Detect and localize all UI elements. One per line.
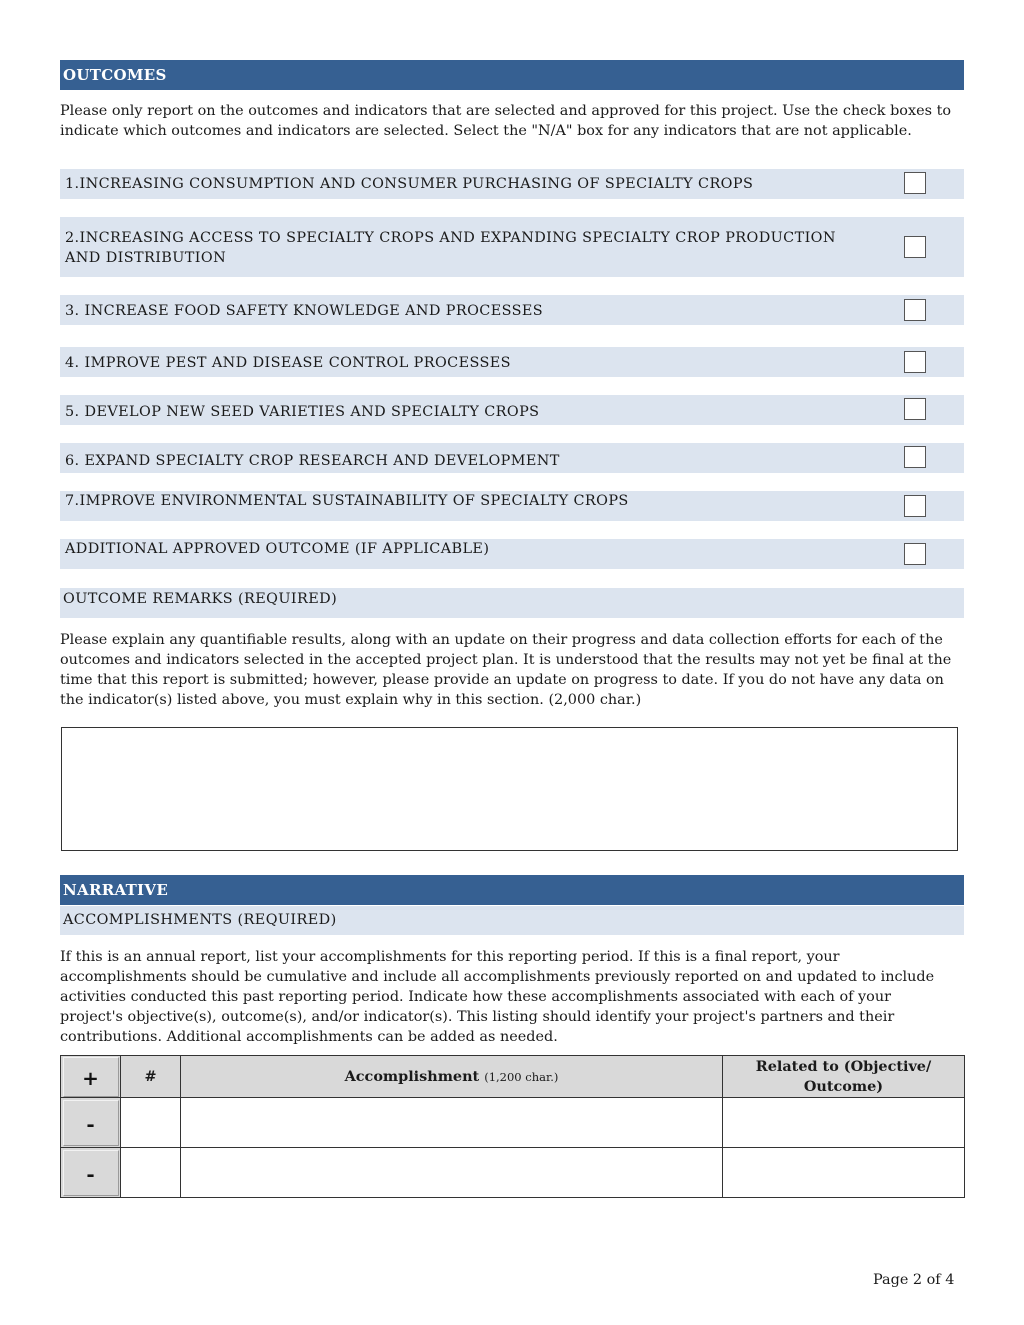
table-header-row [61,1056,965,1098]
row-number-cell[interactable] [121,1098,181,1148]
outcome-row-7 [60,491,964,521]
outcome-5-checkbox[interactable] [904,398,926,420]
accomplishment-column-title: Accomplishment [344,1068,480,1085]
remove-row-button[interactable]: - [63,1100,119,1146]
related-column-header: Related to (Objective/ Outcome) [723,1056,965,1098]
add-row-button[interactable]: + [63,1057,119,1097]
outcome-label: ADDITIONAL APPROVED OUTCOME (IF APPLICABLE) [65,541,490,557]
accomplishments-label: ACCOMPLISHMENTS (REQUIRED) [63,912,337,928]
outcome-row-2 [60,217,964,277]
outcome-row-5 [60,395,964,425]
add-row-cell [61,1056,121,1098]
outcome-label: 4. IMPROVE PEST AND DISEASE CONTROL PROCESSES [65,355,511,371]
accomplishments-instructions: If this is an annual report, list your accomplishments for this reporting period. If this is a final report, your accomplishments should be cumulative and include all accomplishments previously reported on and updated to include activities conducted this past reporting period. Indicate how these accomplishments associated with each of your project's objective(s), outcome(s), and/or indicator(s). This listing should identify your project's partners and their contributions. Additional accomplishments can be added as needed. [60,949,935,1045]
outcome-remarks-textarea[interactable] [61,727,958,851]
outcome-remarks-subheader [60,588,964,618]
outcome-additional-checkbox[interactable] [904,543,926,565]
outcome-label: 3. INCREASE FOOD SAFETY KNOWLEDGE AND PROCESSES [65,303,544,319]
outcome-4-checkbox[interactable] [904,351,926,373]
outcome-7-checkbox[interactable] [904,495,926,517]
row-accomplishment-cell[interactable] [181,1098,723,1148]
outcomes-intro-text: Please only report on the outcomes and indicators that are selected and approved for this project. Use the check boxes to indicate which outcomes and indicators are selected. Select the "N/A" box for any indicators that are not applicable. [60,103,952,139]
narrative-section-header: NARRATIVE [60,875,964,905]
outcome-label: 6. EXPAND SPECIALTY CROP RESEARCH AND DEVELOPMENT [65,453,560,469]
remove-row-button[interactable]: - [63,1150,119,1196]
outcome-label: 7.IMPROVE ENVIRONMENTAL SUSTAINABILITY OF SPECIALTY CROPS [65,493,629,509]
remove-row-cell [61,1148,121,1198]
outcome-row-4 [60,347,964,377]
outcome-row-6 [60,443,964,473]
outcome-3-checkbox[interactable] [904,299,926,321]
outcome-label: 2.INCREASING ACCESS TO SPECIALTY CROPS AND EXPANDING SPECIALTY CROP PRODUCTION AND DISTRIBUTION [65,230,836,266]
accomplishment-char-limit: (1,200 char.) [484,1070,559,1084]
row-number-cell[interactable] [121,1148,181,1198]
outcome-row-1 [60,169,964,199]
outcomes-section-header: OUTCOMES [60,60,964,90]
table-row [61,1148,965,1198]
outcome-2-checkbox[interactable] [904,236,926,258]
accomplishments-table [60,1055,965,1198]
page-number: Page 2 of 4 [873,1272,955,1288]
outcome-remarks-label: OUTCOME REMARKS (REQUIRED) [63,591,338,607]
accomplishment-column-header [181,1056,723,1098]
outcome-label: 5. DEVELOP NEW SEED VARIETIES AND SPECIALTY CROPS [65,404,540,420]
outcome-remarks-instructions: Please explain any quantifiable results, along with an update on their progress and data collection efforts for each of the outcomes and indicators selected in the accepted project plan. It is understood that the results may not yet be final at the time that this report is submitted; however, please provide an update on progress to date. If you do not have any data on the indicator(s) listed above, you must explain why in this section. (2,000 char.) [60,632,952,708]
outcome-row-3 [60,295,964,325]
row-related-cell[interactable] [723,1098,965,1148]
row-accomplishment-cell[interactable] [181,1148,723,1198]
accomplishments-subheader [60,906,964,935]
outcome-6-checkbox[interactable] [904,446,926,468]
outcome-label: 1.INCREASING CONSUMPTION AND CONSUMER PURCHASING OF SPECIALTY CROPS [65,176,754,192]
remove-row-cell [61,1098,121,1148]
outcome-row-additional [60,539,964,569]
number-column-header: # [121,1056,181,1098]
row-related-cell[interactable] [723,1148,965,1198]
table-row [61,1098,965,1148]
outcome-1-checkbox[interactable] [904,172,926,194]
